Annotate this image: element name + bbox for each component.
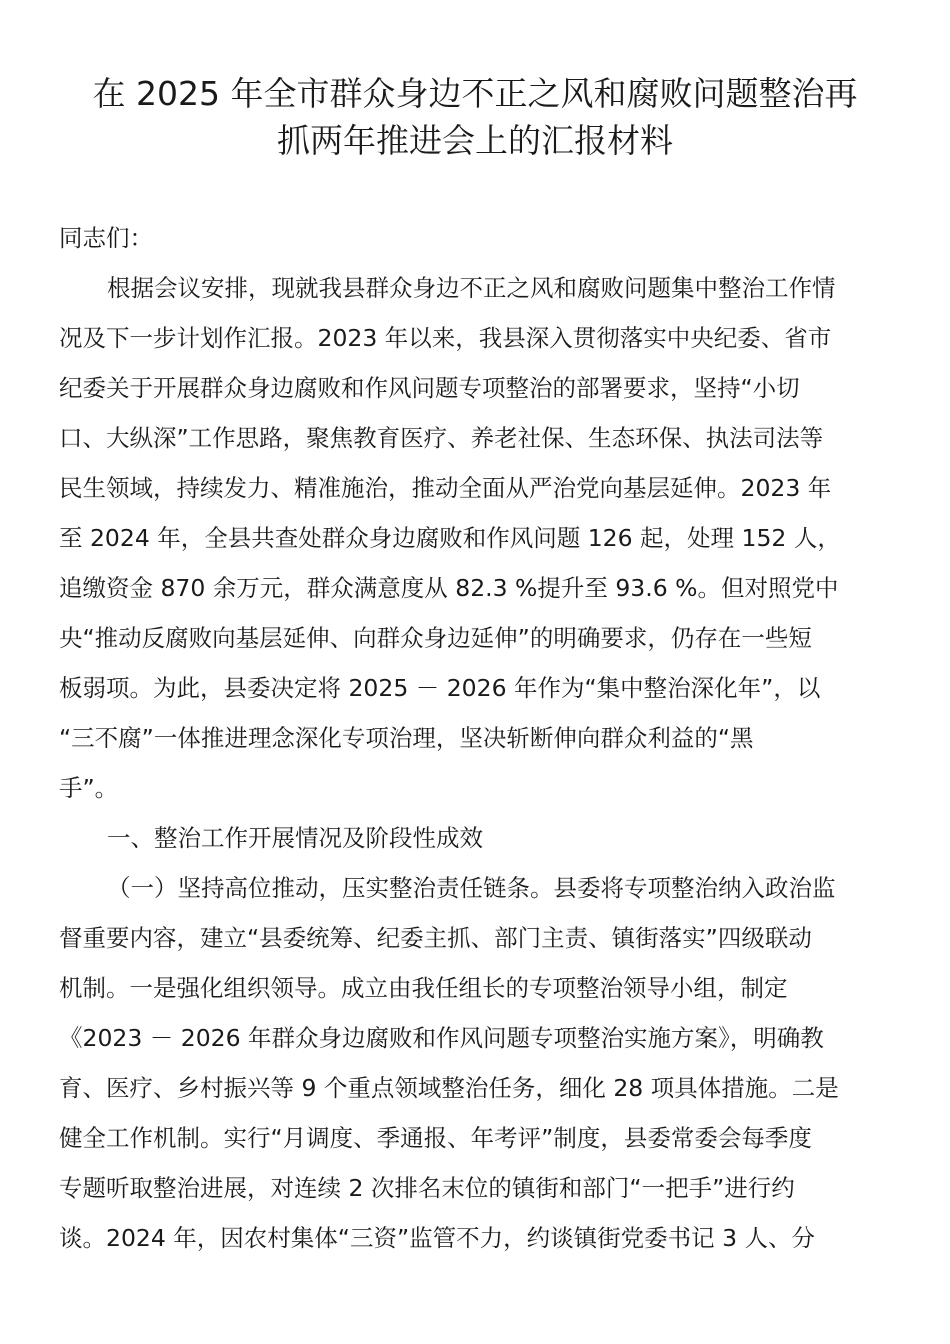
paragraph-line: 谈。2024 年，因农村集体“三资”监管不力，约谈镇街党委书记 3 人、分 — [59, 1224, 816, 1252]
paragraph-line: 央“推动反腐败向基层延伸、向群众身边延伸”的明确要求，仍存在一些短 — [59, 624, 812, 652]
paragraph-line: 民生领域，持续发力、精准施治，推动全面从严治党向基层延伸。2023 年 — [59, 474, 832, 502]
paragraph-line: 况及下一步计划作汇报。2023 年以来，我县深入贯彻落实中央纪委、省市 — [59, 324, 832, 352]
paragraph-line: 根据会议安排，现就我县群众身边不正之风和腐败问题集中整治工作情 — [107, 274, 836, 302]
paragraph-line: 至 2024 年，全县共查处群众身边腐败和作风问题 126 起，处理 152 人， — [59, 524, 841, 552]
section-heading: 一、整治工作开展情况及阶段性成效 — [107, 824, 483, 852]
paragraph-line: 机制。一是强化组织领导。成立由我任组长的专项整治领导小组，制定 — [59, 974, 788, 1002]
paragraph-line: 督重要内容，建立“县委统筹、纪委主抓、部门主责、镇街落实”四级联动 — [59, 924, 812, 952]
paragraph-line: 健全工作机制。实行“月调度、季通报、年考评”制度，县委常委会每季度 — [59, 1124, 812, 1152]
paragraph-line: 育、医疗、乡村振兴等 9 个重点领域整治任务，细化 28 项具体措施。二是 — [59, 1074, 839, 1102]
paragraph-line: 《2023 － 2026 年群众身边腐败和作风问题专项整治实施方案》，明确教 — [59, 1024, 824, 1052]
paragraph-line: “三不腐”一体推进理念深化专项治理，坚决斩断伸向群众利益的“黑 — [59, 724, 754, 752]
paragraph-line: 纪委关于开展群众身边腐败和作风问题专项整治的部署要求，坚持“小切 — [59, 374, 800, 402]
paragraph-line: 手”。 — [59, 774, 119, 802]
paragraph-line: （一）坚持高位推动，压实整治责任链条。县委将专项整治纳入政治监 — [107, 874, 836, 902]
paragraph-line: 追缴资金 870 余万元，群众满意度从 82.3 %提升至 93.6 %。但对照党中 — [59, 574, 839, 602]
paragraph-line: 专题听取整治进展，对连续 2 次排名末位的镇街和部门“一把手”进行约 — [59, 1174, 795, 1202]
document-title-line-2: 抓两年推进会上的汇报材料 — [277, 121, 673, 160]
paragraph-line: 口、大纵深”工作思路，聚焦教育医疗、养老社保、生态环保、执法司法等 — [59, 424, 824, 452]
paragraph-line: 板弱项。为此，县委决定将 2025 － 2026 年作为“集中整治深化年”，以 — [59, 674, 821, 702]
salutation: 同志们： — [59, 224, 153, 252]
document-title-line-1: 在 2025 年全市群众身边不正之风和腐败问题整治再 — [92, 74, 858, 113]
